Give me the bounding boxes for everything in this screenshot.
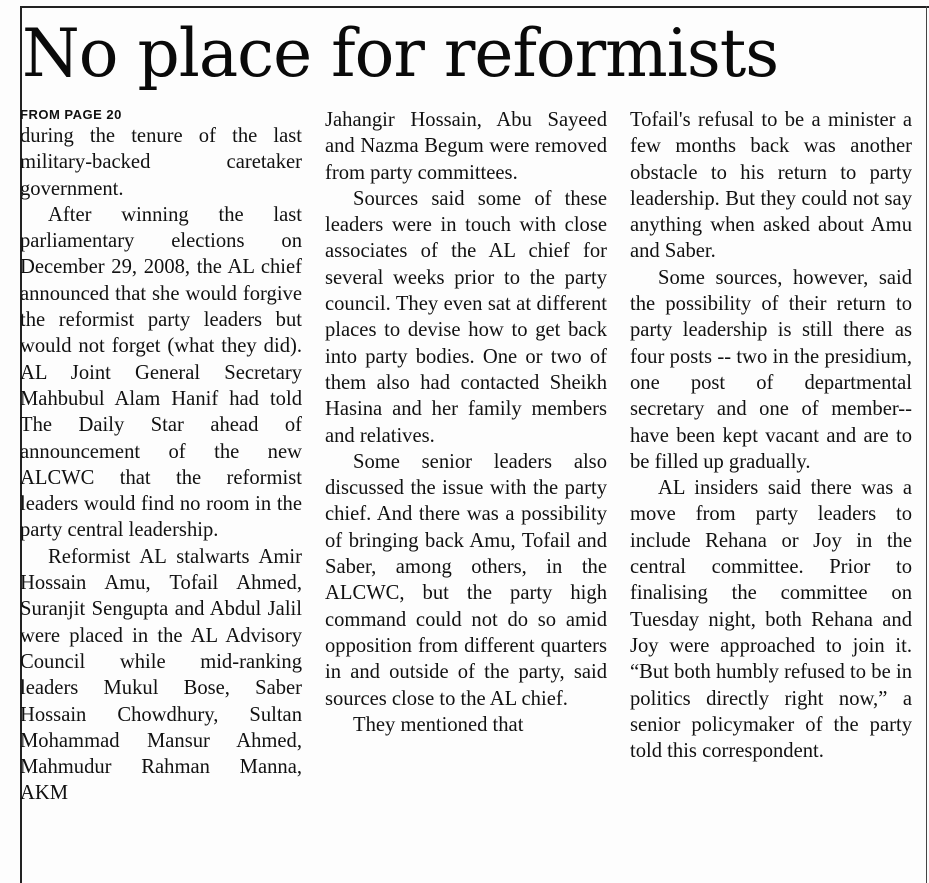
- headline: No place for reformists: [22, 15, 779, 92]
- paragraph: Some senior leaders also discussed the issue with the party chief. And there was a possibility of bringing back Amu, Tofail and Saber, among others, in the ALCWC, but the party high command could not do so amid opposition from different quarters in and outside of the party, said sources close to the AL chief.: [325, 450, 607, 710]
- article-column-2: [325, 107, 607, 738]
- paragraph: Sources said some of these leaders were in touch with close associates of the AL chief for several weeks prior to the party council. They even sat at different places to devise how to get back into party bodies. One or two of them also had contacted Sheikh Hasina and her family members and relatives.: [325, 187, 607, 447]
- top-rule: [20, 6, 929, 8]
- paragraph: Reformist AL stalwarts Amir Hossain Amu, Tofail Ahmed, Suranjit Sengupta and Abdul Jalil were placed in the AL Advisory Council while mid-ranking leaders Mukul Bose, Saber Hossain Chowdhury, Sultan Mohammad Mansur Ahmed, Mahmudur Rahman Manna, AKM: [20, 545, 302, 805]
- paragraph: Some sources, however, said the possibility of their return to party leadership is still there as four posts -- two in the presidium, one post of departmental secretary and one of member-- have been kept vacant and are to be filled up gradually.: [630, 266, 912, 473]
- right-rule: [926, 6, 927, 883]
- jump-label: FROM PAGE 20: [20, 107, 122, 122]
- paragraph: during the tenure of the last military-backed caretaker government.: [20, 125, 302, 200]
- article-column-3: [630, 107, 912, 764]
- paragraph: After winning the last parliamentary elections on December 29, 2008, the AL chief announced that she would forgive the reformist party leaders but would not forget (what they did). AL Joint General Secretary Mahbubul Alam Hanif had told The Daily Star ahead of announcement of the new ALCWC that the reformist leaders would find no room in the party central leadership.: [20, 203, 302, 542]
- paragraph: They mentioned that: [353, 713, 524, 736]
- paragraph: AL insiders said there was a move from party leaders to include Rehana or Joy in the central committee. Prior to finalising the committee on Tuesday night, both Rehana and Joy were approached to join it. “But both humbly refused to be in politics directly right now,” a senior policymaker of the party told this correspondent.: [630, 477, 912, 763]
- paragraph: Jahangir Hossain, Abu Sayeed and Nazma Begum were removed from party committees.: [325, 109, 607, 184]
- article-column-1: [20, 107, 302, 807]
- paragraph: Tofail's refusal to be a minister a few months back was another obstacle to his return to party leadership. But they could not say anything when asked about Amu and Saber.: [630, 109, 912, 263]
